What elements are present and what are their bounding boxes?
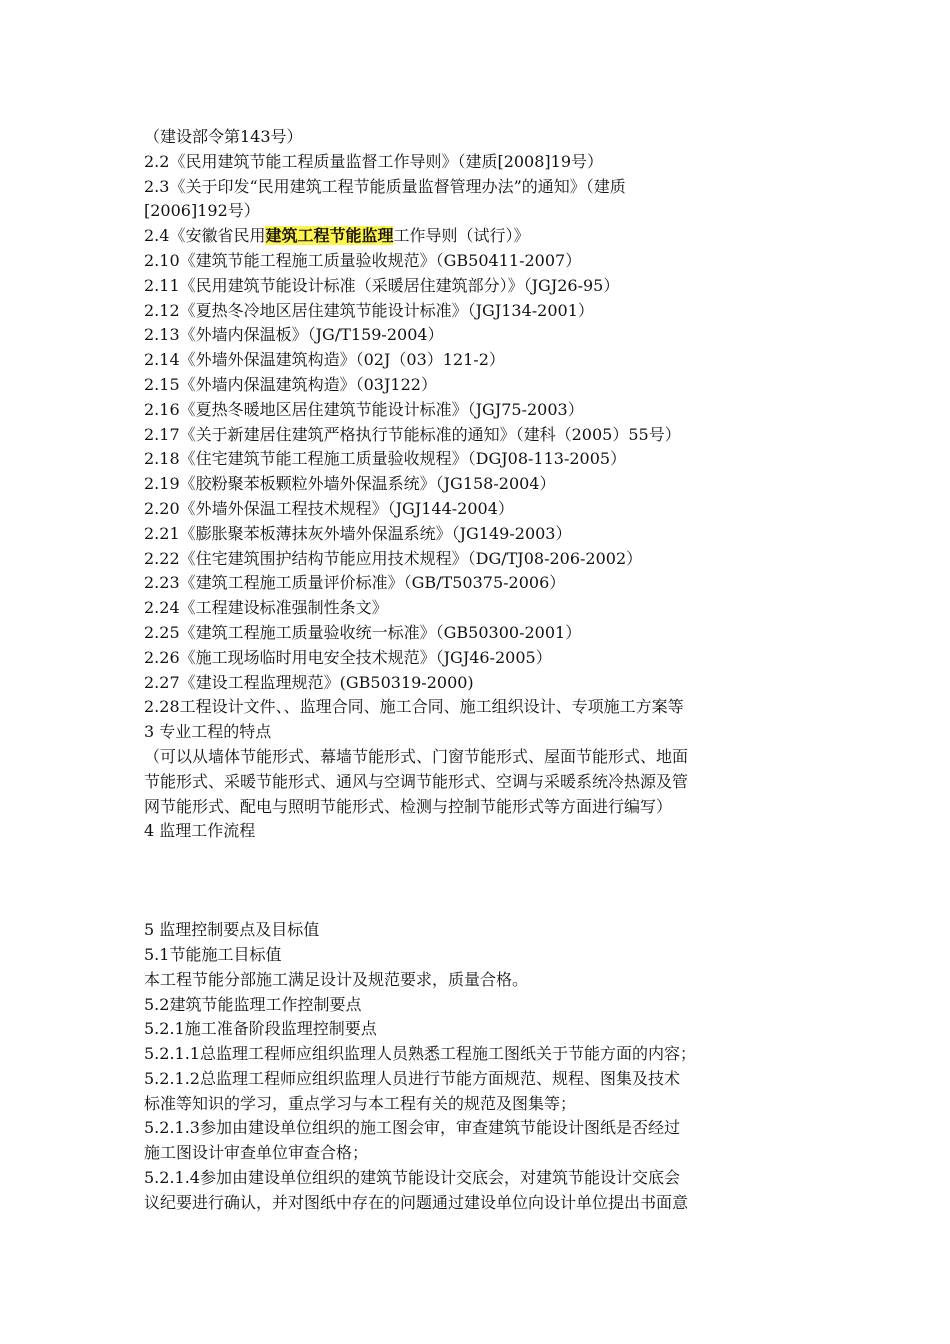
bottom-lines (144, 918, 809, 1216)
text-line: 议纪要进行确认，并对图纸中存在的问题通过建设单位向设计单位提出书面意 (144, 1192, 689, 1212)
mid-lines (144, 249, 809, 844)
text-line: 5.1节能施工目标值 (144, 944, 282, 964)
text-line: 2.25《建筑工程施工质量验收统一标准》（GB50300-2001） (144, 622, 582, 642)
text-line: [2006]192号） (144, 201, 260, 221)
text-line: 节能形式、采暖节能形式、通风与空调节能形式、空调与采暖系统冷热源及管 (144, 771, 689, 791)
text-line: 2.23《建筑工程施工质量评价标准》（GB/T50375-2006） (144, 573, 566, 593)
text-line: 2.24《工程建设标准强制性条文》 (144, 598, 388, 618)
text-line: 2.28工程设计文件、、监理合同、施工合同、施工组织设计、专项施工方案等 (144, 697, 684, 717)
document-body (144, 125, 809, 1216)
text-line: 5.2.1施工准备阶段监理控制要点 (144, 1019, 377, 1039)
text-line: （建设部令第143号） (144, 127, 303, 146)
text-line: 2.22《住宅建筑围护结构节能应用技术规程》（DG/TJ08-206-2002） (144, 548, 643, 568)
text-line: 5.2.1.2总监理工程师应组织监理人员进行节能方面规范、规程、图集及技术 (144, 1068, 680, 1088)
text-line: 2.21《膨胀聚苯板薄抹灰外墙外保温系统》（JG149-2003） (144, 523, 572, 543)
text-line: 2.14《外墙外保温建筑构造》（02J（03）121-2） (144, 350, 505, 370)
text-line: 本工程节能分部施工满足设计及规范要求，质量合格。 (144, 969, 529, 989)
highlight-line-after: 工作导则（试行）》 (393, 226, 530, 246)
highlighted-term: 建筑工程节能监理 (265, 226, 394, 246)
text-line: 3 专业工程的特点 (144, 722, 272, 742)
text-line: 4 监理工作流程 (144, 821, 256, 841)
text-line: 2.13《外墙内保温板》（JG/T159-2004） (144, 325, 444, 345)
top-lines (144, 125, 809, 224)
text-line: 2.16《夏热冬暖地区居住建筑节能设计标准》（JGJ75-2003） (144, 399, 584, 419)
text-line: 2.20《外墙外保温工程技术规程》（JGJ144-2004） (144, 498, 514, 518)
highlight-line-before: 2.4《安徽省民用 (144, 226, 266, 246)
text-line: 5.2.1.4参加由建设单位组织的建筑节能设计交底会，对建筑节能设计交底会 (144, 1168, 680, 1188)
text-line: 5.2.1.3参加由建设单位组织的施工图会审，审查建筑节能设计图纸是否经过 (144, 1118, 680, 1138)
text-line: 2.27《建设工程监理规范》(GB50319-2000) (144, 672, 474, 692)
highlight-line (144, 224, 809, 249)
text-line: 2.10《建筑节能工程施工质量验收规范》（GB50411-2007） (144, 250, 582, 270)
text-line: 2.17《关于新建居住建筑严格执行节能标准的通知》（建科（2005）55号） (144, 424, 681, 444)
text-line: 2.2《民用建筑节能工程质量监督工作导则》（建质[2008]19号） (144, 151, 604, 171)
text-line: （可以从墙体节能形式、幕墙节能形式、门窗节能形式、屋面节能形式、地面 (144, 746, 689, 766)
text-line: 2.11《民用建筑节能设计标准（采暖居住建筑部分）》（JGJ26-95） (144, 275, 620, 295)
text-line: 5.2.1.1总监理工程师应组织监理人员熟悉工程施工图纸关于节能方面的内容； (144, 1044, 696, 1064)
text-line: 标准等知识的学习，重点学习与本工程有关的规范及图集等； (144, 1093, 577, 1113)
blank-gap (144, 844, 809, 918)
text-line: 2.15《外墙内保温建筑构造》（03J122） (144, 374, 437, 394)
text-line: 2.3《关于印发“民用建筑工程节能质量监督管理办法”的通知》（建质 (144, 176, 626, 196)
text-line: 2.18《住宅建筑节能工程施工质量验收规程》（DGJ08-113-2005） (144, 449, 627, 469)
text-line: 2.12《夏热冬冷地区居住建筑节能设计标准》（JGJ134-2001） (144, 300, 594, 320)
text-line: 5.2建筑节能监理工作控制要点 (144, 994, 362, 1014)
text-line: 2.26《施工现场临时用电安全技术规范》（JGJ46-2005） (144, 647, 552, 667)
text-line: 2.19《胶粉聚苯板颗粒外墙外保温系统》（JG158-2004） (144, 474, 556, 494)
text-line: 施工图设计审查单位审查合格； (144, 1143, 369, 1163)
text-line: 网节能形式、配电与照明节能形式、检测与控制节能形式等方面进行编写） (144, 796, 673, 816)
text-line: 5 监理控制要点及目标值 (144, 920, 320, 940)
